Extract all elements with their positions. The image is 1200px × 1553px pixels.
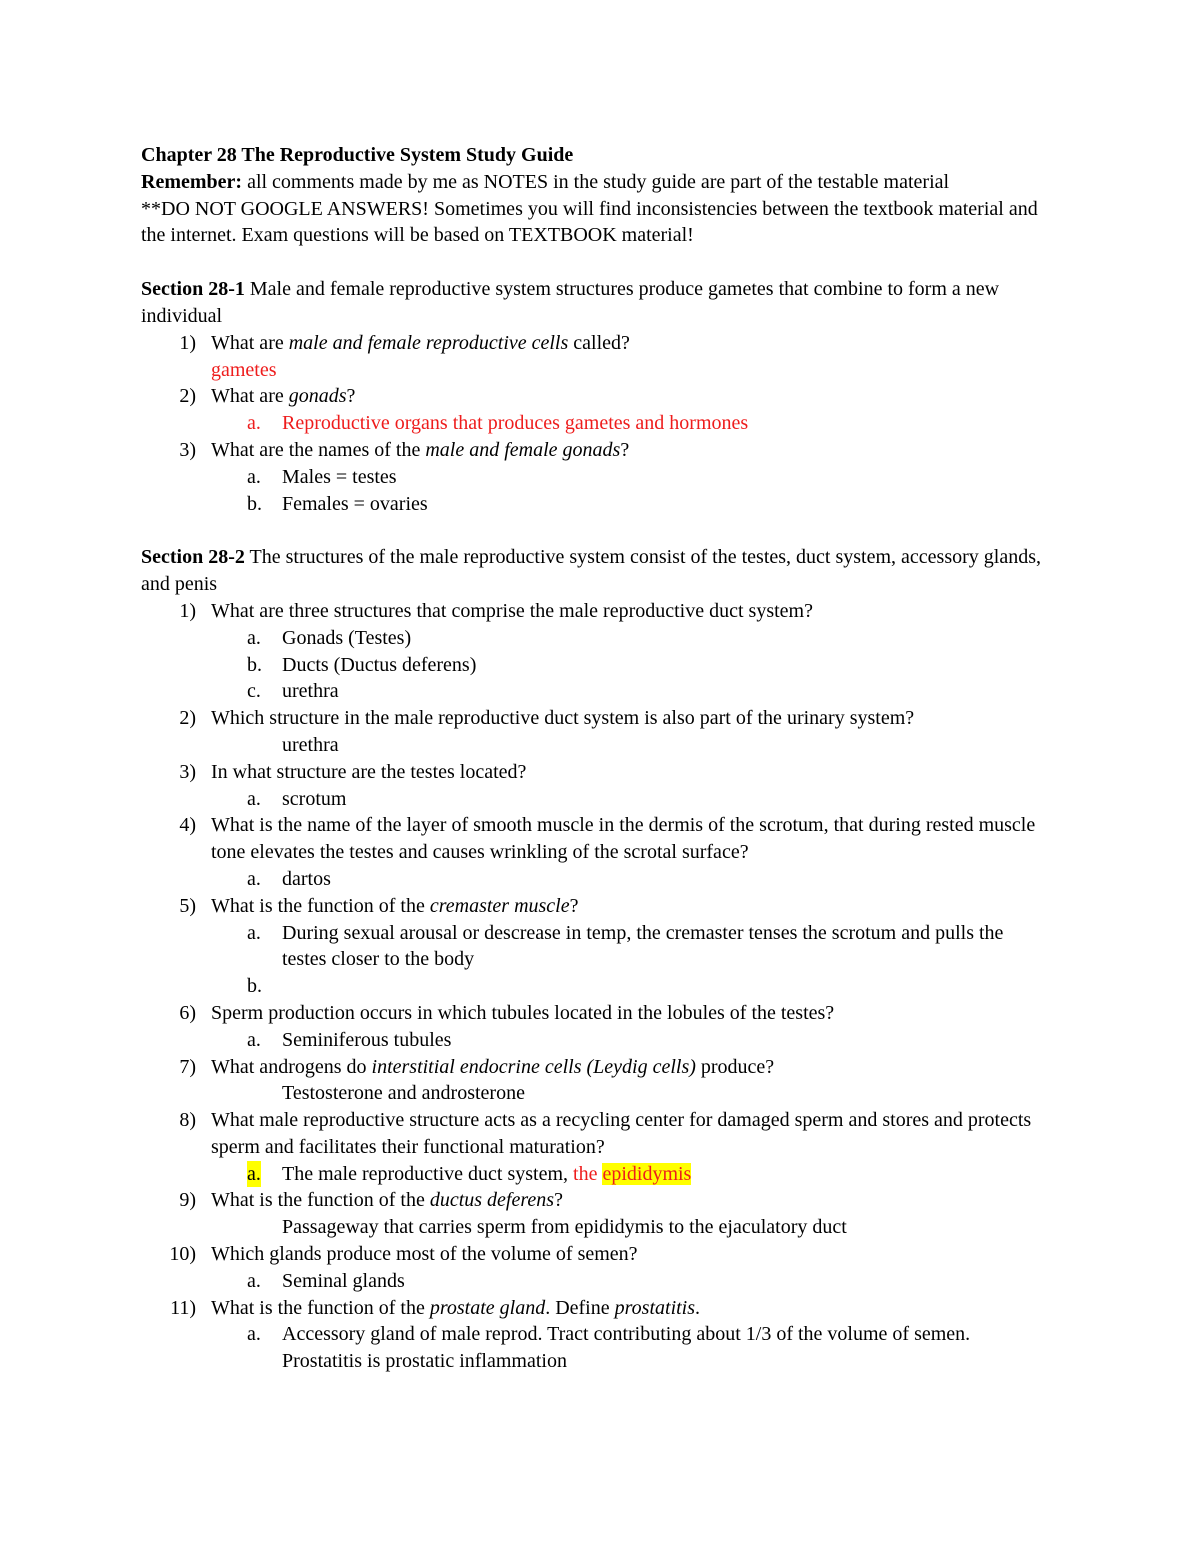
question: 2) What are gonads? xyxy=(141,383,1041,410)
answer: a. During sexual arousal or descrease in temp, the cremaster tenses the scrotum and pulls the testes closer to the body xyxy=(247,921,1004,971)
answer xyxy=(141,973,1041,1000)
answer-label: a. xyxy=(247,921,261,944)
answer: a. Seminal glands xyxy=(141,1268,1041,1295)
question-number: 9) xyxy=(179,1189,196,1212)
remember-note xyxy=(141,169,1041,196)
page-title: Chapter 28 The Reproductive System Study Guide xyxy=(141,144,574,166)
question-number: 5) xyxy=(179,894,196,917)
answer-label: a. xyxy=(247,1028,261,1051)
question: 7) What androgens do interstitial endocrine cells (Leydig cells) produce? xyxy=(141,1054,1041,1081)
highlighted-term: epididymis xyxy=(602,1162,692,1185)
section-label: Section 28-2 xyxy=(141,546,245,569)
remember-text: all comments made by me as NOTES in the study guide are part of the testable material xyxy=(242,170,950,193)
question-number: 1) xyxy=(179,331,196,354)
section-description: The structures of the male reproductive system consist of the testes, duct system, accessory glands, and penis xyxy=(141,546,1041,596)
section-description: Male and female reproductive system structures produce gametes that combine to form a new individual xyxy=(141,278,1000,327)
question: 10) Which glands produce most of the volume of semen? xyxy=(141,1241,1041,1268)
question-number: 3) xyxy=(179,760,196,783)
question: 1) What are male and female reproductive cells called? xyxy=(141,330,1041,357)
question: 1) What are three structures that comprise the male reproductive duct system? xyxy=(141,598,1041,625)
question-number: 2) xyxy=(179,707,196,730)
answer-label: a. xyxy=(247,867,261,890)
question: 4) What is the name of the layer of smooth muscle in the dermis of the scrotum, that during rested muscle tone elevates the testes and causes wrinkling of the scrotal surface? xyxy=(141,812,1041,866)
section-label: Section 28-1 xyxy=(141,278,245,301)
answer: a. Seminiferous tubules xyxy=(141,1027,1041,1054)
answer-label: a. xyxy=(247,412,261,435)
answer-label: a. xyxy=(247,787,261,810)
answer-label: a. xyxy=(247,626,261,649)
answer-label: b. xyxy=(247,492,262,515)
question-number: 4) xyxy=(179,814,196,837)
answer: a. Accessory gland of male reprod. Tract contributing about 1/3 of the volume of semen. xyxy=(141,1321,1041,1348)
answer: a. Reproductive organs that produces gametes and hormones xyxy=(141,410,1041,437)
question: 8) What male reproductive structure acts as a recycling center for damaged sperm and stores and protects sperm and facilitates their functional maturation? xyxy=(141,1107,1041,1161)
question: 3) What are the names of the male and female gonads? xyxy=(141,437,1041,464)
answer: a. Gonads (Testes) xyxy=(141,625,1041,652)
answer: a. scrotum xyxy=(141,786,1041,813)
question-number: 10) xyxy=(169,1243,196,1266)
answer: Passageway that carries sperm from epididymis to the ejaculatory duct xyxy=(282,1216,847,1239)
remember-label: Remember: xyxy=(141,170,243,193)
answer-label: a. xyxy=(247,465,261,488)
question-number: 6) xyxy=(179,1001,196,1024)
answer: Prostatitis is prostatic inflammation xyxy=(282,1350,567,1373)
warning-note: **DO NOT GOOGLE ANSWERS! Sometimes you will find inconsistencies between the textbook material and the internet. Exam questions will be based on TEXTBOOK material! xyxy=(141,197,1038,247)
question-number: 8) xyxy=(179,1109,196,1132)
section-heading xyxy=(141,544,1041,598)
question: 6) Sperm production occurs in which tubules located in the lobules of the testes? xyxy=(141,1000,1041,1027)
answer: urethra xyxy=(282,733,339,756)
question-number: 7) xyxy=(179,1055,196,1078)
answer-label: a. xyxy=(247,1161,261,1188)
answer: b. Ducts (Ductus deferens) xyxy=(141,652,1041,679)
answer: a. dartos xyxy=(141,866,1041,893)
answer-label: c. xyxy=(247,680,261,703)
question: 9) What is the function of the ductus deferens? xyxy=(141,1187,1041,1214)
question-number: 1) xyxy=(179,599,196,622)
question: 3) In what structure are the testes located? xyxy=(141,759,1041,786)
question-number: 3) xyxy=(179,438,196,461)
study-guide-content xyxy=(141,142,1041,1375)
question-number: 11) xyxy=(170,1296,196,1319)
answer: gametes xyxy=(211,358,277,381)
answer-label: b. xyxy=(247,653,262,676)
answer-label: a. xyxy=(247,1323,261,1346)
answer: b. Females = ovaries xyxy=(141,491,1041,518)
question: 5) What is the function of the cremaster muscle? xyxy=(141,893,1041,920)
answer-label: a. xyxy=(247,1269,261,1292)
question: 2) Which structure in the male reproductive duct system is also part of the urinary system? xyxy=(141,705,1041,732)
question-number: 2) xyxy=(179,385,196,408)
answer: a. Males = testes xyxy=(141,464,1041,491)
answer: a. The male reproductive duct system, the epididymis xyxy=(141,1161,1041,1188)
answer: Testosterone and androsterone xyxy=(282,1082,525,1105)
question: 11) What is the function of the prostate gland. Define prostatitis. xyxy=(141,1295,1041,1322)
answer: c. urethra xyxy=(141,678,1041,705)
section-heading xyxy=(141,276,1041,330)
answer-label: b. xyxy=(247,975,262,998)
